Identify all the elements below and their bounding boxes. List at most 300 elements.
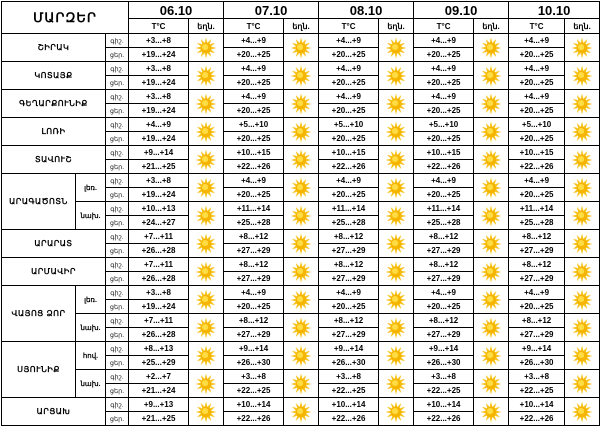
temp-column-header: T°C bbox=[319, 19, 379, 34]
temperature-range: +10...+14 bbox=[414, 398, 474, 412]
temperature-range: +20...+25 bbox=[414, 76, 474, 90]
temperature-range: +20...+25 bbox=[414, 300, 474, 314]
sun-icon bbox=[195, 121, 217, 143]
sun-icon bbox=[290, 121, 312, 143]
temperature-range: +5...+10 bbox=[414, 118, 474, 132]
sun-icon bbox=[290, 149, 312, 171]
period-label: գիշ. bbox=[106, 90, 129, 104]
temperature-range: +4...+9 bbox=[509, 286, 565, 300]
period-label: գիշ. bbox=[106, 370, 129, 384]
temperature-range: +19...+24 bbox=[129, 132, 189, 146]
temperature-range: +9...+13 bbox=[129, 398, 189, 412]
temperature-range: +4...+9 bbox=[319, 34, 379, 48]
sun-icon bbox=[385, 65, 407, 87]
period-label: ցեր. bbox=[106, 104, 129, 118]
sun-icon bbox=[290, 205, 312, 227]
sun-icon bbox=[290, 93, 312, 115]
weather-cell bbox=[284, 202, 319, 230]
weather-cell bbox=[565, 370, 600, 398]
temperature-range: +4...+9 bbox=[414, 174, 474, 188]
period-label: ցեր. bbox=[106, 160, 129, 174]
weather-cell bbox=[284, 34, 319, 62]
weather-column-header: եղն. bbox=[565, 19, 600, 34]
region-name: ԿՈՏԱՅՔ bbox=[2, 62, 106, 90]
temperature-range: +10...+15 bbox=[224, 146, 284, 160]
temperature-range: +22...+26 bbox=[224, 160, 284, 174]
sun-icon bbox=[385, 121, 407, 143]
sun-icon bbox=[385, 261, 407, 283]
temperature-range: +20...+25 bbox=[509, 188, 565, 202]
sun-icon bbox=[290, 373, 312, 395]
weather-cell bbox=[189, 230, 224, 258]
sun-icon bbox=[195, 177, 217, 199]
temperature-range: +10...+15 bbox=[509, 146, 565, 160]
sun-icon bbox=[571, 121, 593, 143]
subregion-label: լեռ. bbox=[76, 286, 106, 314]
weather-cell bbox=[565, 118, 600, 146]
temperature-range: +19...+24 bbox=[129, 48, 189, 62]
temperature-range: +4...+9 bbox=[509, 34, 565, 48]
sun-icon bbox=[571, 401, 593, 423]
weather-cell bbox=[379, 90, 414, 118]
temperature-range: +9...+14 bbox=[129, 146, 189, 160]
temperature-range: +22...+26 bbox=[319, 412, 379, 426]
temperature-range: +22...+26 bbox=[414, 412, 474, 426]
weather-cell bbox=[379, 258, 414, 286]
temperature-range: +20...+25 bbox=[224, 132, 284, 146]
header-date-row bbox=[2, 2, 600, 19]
temperature-range: +8...+12 bbox=[319, 314, 379, 328]
sun-icon bbox=[385, 233, 407, 255]
region-name: ՍՅՈՒՆԻՔ bbox=[2, 342, 76, 398]
weather-cell bbox=[474, 90, 509, 118]
weather-cell bbox=[565, 62, 600, 90]
temperature-range: +7...+11 bbox=[129, 258, 189, 272]
weather-cell bbox=[565, 286, 600, 314]
temperature-range: +20...+25 bbox=[224, 48, 284, 62]
temperature-range: +20...+25 bbox=[414, 132, 474, 146]
sun-icon bbox=[385, 93, 407, 115]
weather-cell bbox=[474, 118, 509, 146]
weather-cell bbox=[284, 230, 319, 258]
period-label: գիշ. bbox=[106, 342, 129, 356]
sun-icon bbox=[571, 149, 593, 171]
sun-icon bbox=[385, 401, 407, 423]
temperature-range: +27...+29 bbox=[319, 328, 379, 342]
temperature-range: +8...+12 bbox=[414, 230, 474, 244]
weather-cell bbox=[189, 314, 224, 342]
temperature-range: +4...+9 bbox=[319, 174, 379, 188]
sun-icon bbox=[195, 261, 217, 283]
temperature-range: +4...+9 bbox=[414, 62, 474, 76]
sun-icon bbox=[571, 261, 593, 283]
sun-icon bbox=[480, 401, 502, 423]
weather-cell bbox=[474, 314, 509, 342]
temperature-range: +8...+12 bbox=[509, 314, 565, 328]
temperature-range: +25...+28 bbox=[414, 216, 474, 230]
temperature-range: +4...+9 bbox=[224, 62, 284, 76]
temperature-range: +19...+24 bbox=[129, 300, 189, 314]
period-label: ցեր. bbox=[106, 188, 129, 202]
temperature-range: +27...+29 bbox=[509, 272, 565, 286]
sun-icon bbox=[571, 177, 593, 199]
temperature-range: +22...+25 bbox=[509, 384, 565, 398]
sun-icon bbox=[480, 317, 502, 339]
temperature-range: +3...+8 bbox=[129, 174, 189, 188]
sun-icon bbox=[480, 149, 502, 171]
temperature-range: +11...+14 bbox=[224, 202, 284, 216]
sun-icon bbox=[571, 373, 593, 395]
period-label: ցեր. bbox=[106, 244, 129, 258]
sun-icon bbox=[195, 37, 217, 59]
temp-column-header: T°C bbox=[129, 19, 189, 34]
date-header: 08.10 bbox=[319, 2, 414, 19]
table-row bbox=[2, 118, 600, 132]
table-row bbox=[2, 398, 600, 412]
sun-icon bbox=[480, 205, 502, 227]
temperature-range: +27...+29 bbox=[414, 244, 474, 258]
table-title: ՄԱՐԶԵՐ bbox=[2, 2, 129, 34]
temperature-range: +4...+9 bbox=[129, 118, 189, 132]
region-name: ԳԵՂԱՐՔՈՒՆԻՔ bbox=[2, 90, 106, 118]
sun-icon bbox=[385, 317, 407, 339]
weather-cell bbox=[565, 398, 600, 426]
temperature-range: +5...+10 bbox=[319, 118, 379, 132]
temperature-range: +11...+14 bbox=[414, 202, 474, 216]
temperature-range: +21...+25 bbox=[129, 412, 189, 426]
period-label: գիշ. bbox=[106, 34, 129, 48]
period-label: գիշ. bbox=[106, 62, 129, 76]
table-row bbox=[2, 202, 600, 216]
temperature-range: +4...+9 bbox=[414, 90, 474, 104]
temperature-range: +22...+25 bbox=[319, 384, 379, 398]
region-name: ՎԱՅՈՑ ՁՈՐ bbox=[2, 286, 76, 342]
temperature-range: +10...+14 bbox=[224, 398, 284, 412]
sun-icon bbox=[195, 233, 217, 255]
temperature-range: +25...+28 bbox=[224, 216, 284, 230]
region-name: ԱՐՄԱՎԻՐ bbox=[2, 258, 106, 286]
temperature-range: +22...+26 bbox=[509, 160, 565, 174]
subregion-label: նախ. bbox=[76, 314, 106, 342]
table-row bbox=[2, 342, 600, 356]
temperature-range: +3...+8 bbox=[129, 34, 189, 48]
temperature-range: +25...+28 bbox=[509, 216, 565, 230]
temperature-range: +20...+25 bbox=[224, 76, 284, 90]
temperature-range: +8...+12 bbox=[509, 230, 565, 244]
weather-cell bbox=[474, 230, 509, 258]
temperature-range: +8...+12 bbox=[224, 258, 284, 272]
sun-icon bbox=[195, 149, 217, 171]
temperature-range: +3...+8 bbox=[224, 370, 284, 384]
weather-cell bbox=[189, 118, 224, 146]
temperature-range: +22...+26 bbox=[414, 160, 474, 174]
temperature-range: +27...+29 bbox=[414, 272, 474, 286]
sun-icon bbox=[290, 233, 312, 255]
temperature-range: +22...+25 bbox=[224, 384, 284, 398]
sun-icon bbox=[195, 93, 217, 115]
temperature-range: +20...+25 bbox=[414, 188, 474, 202]
sun-icon bbox=[480, 37, 502, 59]
period-label: գիշ. bbox=[106, 398, 129, 412]
temperature-range: +3...+8 bbox=[129, 286, 189, 300]
temperature-range: +4...+9 bbox=[509, 90, 565, 104]
table-row bbox=[2, 258, 600, 272]
weather-cell bbox=[379, 146, 414, 174]
weather-cell bbox=[379, 398, 414, 426]
temperature-range: +27...+29 bbox=[224, 244, 284, 258]
region-name: ՇԻՐԱԿ bbox=[2, 34, 106, 62]
period-label: ցեր. bbox=[106, 216, 129, 230]
sun-icon bbox=[571, 289, 593, 311]
temperature-range: +9...+14 bbox=[224, 342, 284, 356]
table-row bbox=[2, 370, 600, 384]
temperature-range: +11...+14 bbox=[509, 202, 565, 216]
sun-icon bbox=[385, 345, 407, 367]
date-header: 09.10 bbox=[414, 2, 509, 19]
weather-cell bbox=[189, 146, 224, 174]
temperature-range: +20...+25 bbox=[509, 76, 565, 90]
temperature-range: +4...+9 bbox=[414, 286, 474, 300]
weather-cell bbox=[474, 398, 509, 426]
temperature-range: +8...+12 bbox=[319, 258, 379, 272]
period-label: գիշ. bbox=[106, 118, 129, 132]
weather-cell bbox=[284, 398, 319, 426]
table-row bbox=[2, 314, 600, 328]
temperature-range: +20...+25 bbox=[224, 300, 284, 314]
weather-cell bbox=[565, 202, 600, 230]
weather-cell bbox=[379, 314, 414, 342]
sun-icon bbox=[290, 177, 312, 199]
temperature-range: +4...+9 bbox=[224, 286, 284, 300]
temperature-range: +4...+9 bbox=[319, 286, 379, 300]
weather-cell bbox=[284, 286, 319, 314]
weather-cell bbox=[189, 286, 224, 314]
temperature-range: +20...+25 bbox=[319, 48, 379, 62]
temperature-range: +8...+12 bbox=[224, 314, 284, 328]
temperature-range: +3...+8 bbox=[129, 62, 189, 76]
table-row bbox=[2, 90, 600, 104]
temperature-range: +26...+30 bbox=[224, 356, 284, 370]
period-label: ցեր. bbox=[106, 356, 129, 370]
sun-icon bbox=[195, 401, 217, 423]
temperature-range: +27...+29 bbox=[414, 328, 474, 342]
temperature-range: +4...+9 bbox=[319, 62, 379, 76]
temperature-range: +3...+8 bbox=[129, 90, 189, 104]
temperature-range: +20...+25 bbox=[509, 132, 565, 146]
temperature-range: +7...+11 bbox=[129, 314, 189, 328]
sun-icon bbox=[571, 233, 593, 255]
subregion-label: նախ. bbox=[76, 202, 106, 230]
table-row bbox=[2, 230, 600, 244]
sun-icon bbox=[571, 37, 593, 59]
temperature-range: +5...+10 bbox=[224, 118, 284, 132]
temperature-range: +20...+25 bbox=[509, 104, 565, 118]
temperature-range: +2...+7 bbox=[129, 370, 189, 384]
temperature-range: +26...+28 bbox=[129, 272, 189, 286]
weather-cell bbox=[565, 174, 600, 202]
temperature-range: +26...+28 bbox=[129, 328, 189, 342]
temperature-range: +10...+13 bbox=[129, 202, 189, 216]
temp-column-header: T°C bbox=[224, 19, 284, 34]
region-name: ԱՐՑԱԽ bbox=[2, 398, 106, 426]
temperature-range: +7...+11 bbox=[129, 230, 189, 244]
sun-icon bbox=[290, 289, 312, 311]
temperature-range: +20...+25 bbox=[319, 132, 379, 146]
weather-cell bbox=[565, 342, 600, 370]
weather-column-header: եղն. bbox=[284, 19, 319, 34]
weather-cell bbox=[189, 258, 224, 286]
temperature-range: +20...+25 bbox=[319, 188, 379, 202]
temperature-range: +19...+24 bbox=[129, 76, 189, 90]
date-header: 07.10 bbox=[224, 2, 319, 19]
temperature-range: +22...+26 bbox=[509, 412, 565, 426]
temperature-range: +4...+9 bbox=[509, 174, 565, 188]
temperature-range: +22...+26 bbox=[224, 412, 284, 426]
weather-cell bbox=[565, 258, 600, 286]
sun-icon bbox=[480, 121, 502, 143]
temperature-range: +26...+30 bbox=[414, 356, 474, 370]
weather-cell bbox=[379, 62, 414, 90]
period-label: ցեր. bbox=[106, 412, 129, 426]
temperature-range: +4...+9 bbox=[224, 34, 284, 48]
subregion-label: հով. bbox=[76, 342, 106, 370]
period-label: գիշ. bbox=[106, 230, 129, 244]
sun-icon bbox=[290, 65, 312, 87]
period-label: գիշ. bbox=[106, 286, 129, 300]
date-header: 06.10 bbox=[129, 2, 224, 19]
temperature-range: +10...+14 bbox=[509, 398, 565, 412]
temperature-range: +5...+10 bbox=[509, 118, 565, 132]
temperature-range: +9...+14 bbox=[319, 342, 379, 356]
sun-icon bbox=[480, 65, 502, 87]
subregion-label: նախ. bbox=[76, 370, 106, 398]
temperature-range: +3...+8 bbox=[319, 370, 379, 384]
sun-icon bbox=[290, 37, 312, 59]
weather-cell bbox=[284, 118, 319, 146]
temperature-range: +10...+15 bbox=[414, 146, 474, 160]
temperature-range: +25...+29 bbox=[129, 356, 189, 370]
temperature-range: +20...+25 bbox=[414, 104, 474, 118]
weather-cell bbox=[474, 34, 509, 62]
weather-cell bbox=[474, 202, 509, 230]
weather-cell bbox=[284, 342, 319, 370]
temperature-range: +10...+15 bbox=[319, 146, 379, 160]
sun-icon bbox=[195, 317, 217, 339]
temperature-range: +4...+9 bbox=[224, 90, 284, 104]
weather-cell bbox=[565, 314, 600, 342]
temperature-range: +20...+25 bbox=[224, 104, 284, 118]
weather-cell bbox=[474, 286, 509, 314]
table-row bbox=[2, 146, 600, 160]
temperature-range: +27...+29 bbox=[224, 328, 284, 342]
sun-icon bbox=[195, 65, 217, 87]
sun-icon bbox=[571, 205, 593, 227]
temperature-range: +20...+25 bbox=[319, 104, 379, 118]
temperature-range: +21...+24 bbox=[129, 384, 189, 398]
temperature-range: +25...+28 bbox=[319, 216, 379, 230]
period-label: ցեր. bbox=[106, 272, 129, 286]
period-label: գիշ. bbox=[106, 146, 129, 160]
sun-icon bbox=[290, 401, 312, 423]
weather-cell bbox=[284, 62, 319, 90]
temperature-range: +20...+25 bbox=[319, 76, 379, 90]
sun-icon bbox=[290, 345, 312, 367]
weather-cell bbox=[189, 398, 224, 426]
date-header: 10.10 bbox=[509, 2, 600, 19]
table-row bbox=[2, 62, 600, 76]
sun-icon bbox=[480, 289, 502, 311]
sun-icon bbox=[480, 373, 502, 395]
weather-cell bbox=[565, 230, 600, 258]
temperature-range: +27...+29 bbox=[509, 244, 565, 258]
period-label: գիշ. bbox=[106, 202, 129, 216]
weather-cell bbox=[284, 370, 319, 398]
temperature-range: +4...+9 bbox=[224, 174, 284, 188]
temp-column-header: T°C bbox=[509, 19, 565, 34]
temperature-range: +9...+14 bbox=[414, 342, 474, 356]
sun-icon bbox=[571, 345, 593, 367]
temperature-range: +8...+12 bbox=[509, 258, 565, 272]
temperature-range: +27...+29 bbox=[224, 272, 284, 286]
weather-cell bbox=[474, 370, 509, 398]
temperature-range: +21...+25 bbox=[129, 160, 189, 174]
temperature-range: +8...+12 bbox=[224, 230, 284, 244]
sun-icon bbox=[385, 289, 407, 311]
sun-icon bbox=[385, 205, 407, 227]
weather-cell bbox=[379, 174, 414, 202]
temperature-range: +3...+8 bbox=[414, 370, 474, 384]
table-row bbox=[2, 34, 600, 48]
weather-cell bbox=[284, 314, 319, 342]
weather-cell bbox=[565, 146, 600, 174]
subregion-label: լեռ. bbox=[76, 174, 106, 202]
temperature-range: +4...+9 bbox=[319, 90, 379, 104]
weather-cell bbox=[379, 370, 414, 398]
temperature-range: +20...+25 bbox=[509, 48, 565, 62]
temperature-range: +22...+26 bbox=[319, 160, 379, 174]
weather-cell bbox=[474, 258, 509, 286]
sun-icon bbox=[480, 233, 502, 255]
period-label: գիշ. bbox=[106, 174, 129, 188]
weather-cell bbox=[189, 90, 224, 118]
table-row bbox=[2, 174, 600, 188]
weather-cell bbox=[379, 230, 414, 258]
temperature-range: +19...+24 bbox=[129, 104, 189, 118]
weather-cell bbox=[189, 370, 224, 398]
weather-cell bbox=[189, 202, 224, 230]
weather-cell bbox=[379, 34, 414, 62]
sun-icon bbox=[195, 289, 217, 311]
period-label: ցեր. bbox=[106, 328, 129, 342]
sun-icon bbox=[195, 205, 217, 227]
period-label: ցեր. bbox=[106, 48, 129, 62]
sun-icon bbox=[480, 345, 502, 367]
weather-cell bbox=[189, 34, 224, 62]
weather-cell bbox=[189, 62, 224, 90]
weather-cell bbox=[474, 174, 509, 202]
temperature-range: +8...+13 bbox=[129, 342, 189, 356]
temperature-range: +24...+27 bbox=[129, 216, 189, 230]
sun-icon bbox=[480, 177, 502, 199]
sun-icon bbox=[385, 177, 407, 199]
weather-column-header: եղն. bbox=[474, 19, 509, 34]
region-name: ՏԱՎՈՒՇ bbox=[2, 146, 106, 174]
temperature-range: +27...+29 bbox=[319, 244, 379, 258]
weather-cell bbox=[565, 90, 600, 118]
forecast-body bbox=[2, 34, 600, 426]
region-name: ԼՈՌԻ bbox=[2, 118, 106, 146]
sun-icon bbox=[571, 317, 593, 339]
